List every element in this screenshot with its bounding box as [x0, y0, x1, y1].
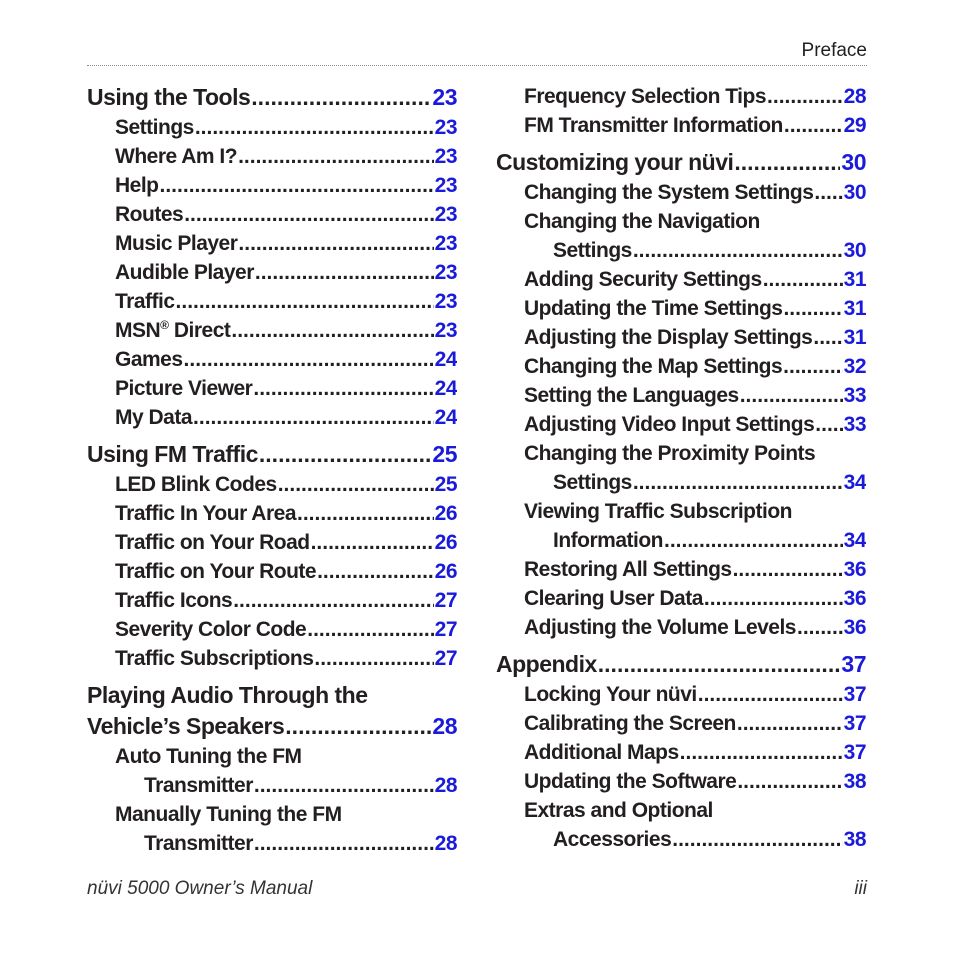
toc-page-link[interactable]: 30 [841, 149, 866, 175]
toc-entry-audible-player[interactable] [87, 258, 457, 287]
toc-entry-volume-levels[interactable] [496, 613, 866, 642]
toc-section-title: Appendix [496, 651, 597, 677]
section-gap [496, 140, 866, 147]
toc-entry-title-part: Direct [168, 319, 231, 342]
toc-entry-title: Accessories [553, 828, 672, 851]
toc-section-title: Playing Audio Through the [87, 682, 368, 708]
toc-entry-languages[interactable] [496, 381, 866, 410]
toc-page-link[interactable]: 37 [841, 651, 866, 677]
toc-page-link[interactable]: 36 [843, 587, 866, 610]
toc-entry-title: Traffic on Your Road [115, 531, 310, 554]
toc-entry-title: Routes [115, 203, 184, 226]
toc-page-link[interactable]: 24 [434, 348, 457, 371]
toc-entry-fm-transmitter-info[interactable] [496, 111, 866, 140]
toc-entry-title: Games [115, 348, 183, 371]
registered-mark: ® [160, 318, 169, 332]
toc-page-link[interactable]: 28 [843, 85, 866, 108]
toc-page-link[interactable]: 34 [843, 471, 866, 494]
toc-section-title: Vehicle’s Speakers [87, 713, 285, 739]
toc-entry-title: Changing the Navigation [524, 210, 760, 233]
toc-entry-title: Changing the Proximity Points [524, 442, 816, 465]
toc-section-playing-audio-line1[interactable] [87, 680, 457, 711]
toc-entry-traffic-subscription-line1[interactable] [496, 497, 866, 526]
toc-page-link[interactable]: 30 [843, 181, 866, 204]
toc-entry-title: Music Player [115, 232, 238, 255]
toc-page-link[interactable]: 28 [432, 713, 457, 739]
toc-entry-title: Audible Player [115, 261, 254, 284]
toc-entry-manual-tuning-line2[interactable] [87, 829, 457, 858]
toc-entry-title: Restoring All Settings [524, 558, 732, 581]
toc-entry-navigation-settings-line2[interactable] [496, 236, 866, 265]
toc-entry-title-part: MSN [115, 319, 161, 342]
toc-entry-extras-line1[interactable] [496, 796, 866, 825]
toc-entry-msn-direct[interactable] [87, 316, 457, 345]
leader-dots [797, 613, 843, 642]
toc-section-title: Using the Tools [87, 84, 251, 110]
leader-dots [231, 316, 433, 345]
toc-entry-title: Additional Maps [524, 741, 679, 764]
toc-page-link[interactable]: 27 [434, 618, 457, 641]
toc-entry-title: Where Am I? [115, 145, 238, 168]
leader-dots [680, 738, 843, 767]
toc-page-link[interactable]: 33 [843, 384, 866, 407]
leader-dots [285, 711, 431, 742]
toc-entry-proximity-points-line2[interactable] [496, 468, 866, 497]
toc-entry-where-am-i[interactable] [87, 142, 457, 171]
toc-page-link[interactable]: 23 [434, 232, 457, 255]
toc-entry-map-settings[interactable] [496, 352, 866, 381]
toc-entry-title: Picture Viewer [115, 377, 253, 400]
toc-entry-title: Viewing Traffic Subscription [524, 500, 792, 523]
leader-dots [278, 470, 434, 499]
leader-dots [815, 410, 842, 439]
leader-dots [664, 526, 843, 555]
toc-page-link[interactable]: 26 [434, 502, 457, 525]
leader-dots [783, 352, 842, 381]
leader-dots [784, 111, 843, 140]
toc-page-link[interactable]: 28 [434, 774, 457, 797]
toc-entry-title: Traffic In Your Area [115, 502, 296, 525]
toc-page-link[interactable]: 23 [434, 319, 457, 342]
toc-entry-title: Traffic on Your Route [115, 560, 317, 583]
toc-entry-title: Updating the Time Settings [524, 297, 783, 320]
toc-page-link[interactable]: 23 [434, 261, 457, 284]
leader-dots [195, 113, 434, 142]
toc-entry-title: Calibrating the Screen [524, 712, 736, 735]
toc-page-link[interactable]: 31 [843, 268, 866, 291]
toc-entry-title: Adjusting the Volume Levels [524, 616, 796, 639]
toc-page-link[interactable]: 25 [434, 473, 457, 496]
toc-entry-settings[interactable] [87, 113, 457, 142]
leader-dots [233, 586, 433, 615]
toc-entry-title: Clearing User Data [524, 587, 703, 610]
toc-page-link[interactable]: 37 [843, 683, 866, 706]
toc-entry-title: Settings [553, 239, 632, 262]
leader-dots [813, 323, 842, 352]
leader-dots [737, 767, 842, 796]
toc-page-link[interactable]: 31 [843, 297, 866, 320]
toc-entry-title: Setting the Languages [524, 384, 739, 407]
toc-page-link[interactable]: 34 [843, 529, 866, 552]
leader-dots [672, 825, 842, 854]
header-divider [87, 65, 867, 66]
toc-page-link[interactable]: 27 [434, 647, 457, 670]
toc-entry-title: Updating the Software [524, 770, 737, 793]
toc-page-link[interactable]: 37 [843, 712, 866, 735]
leader-dots [767, 82, 843, 111]
toc-page-link[interactable]: 38 [843, 828, 866, 851]
toc-entry-calibrating-screen[interactable] [496, 709, 866, 738]
section-gap [496, 642, 866, 649]
toc-entry-games[interactable] [87, 345, 457, 374]
footer-page-number: iii [854, 878, 867, 899]
toc-entry-title: Adjusting Video Input Settings [524, 413, 815, 436]
toc-page-link[interactable]: 23 [434, 290, 457, 313]
leader-dots [733, 555, 843, 584]
toc-page-link[interactable]: 28 [434, 832, 457, 855]
toc-page-link[interactable]: 24 [434, 377, 457, 400]
toc-page-link[interactable]: 26 [434, 531, 457, 554]
toc-entry-clearing-user-data[interactable] [496, 584, 866, 613]
toc-section-title: Customizing your nüvi [496, 149, 734, 175]
toc-entry-routes[interactable] [87, 200, 457, 229]
toc-entry-traffic-on-route[interactable] [87, 557, 457, 586]
toc-entry-system-settings[interactable] [496, 178, 866, 207]
toc-entry-title: Extras and Optional [524, 799, 713, 822]
toc-entry-title: Frequency Selection Tips [524, 85, 767, 108]
leader-dots [193, 403, 434, 432]
toc-column-left [87, 82, 457, 858]
toc-page-link[interactable]: 23 [434, 116, 457, 139]
toc-entry-video-input-settings[interactable] [496, 410, 866, 439]
toc-page-link[interactable]: 24 [434, 406, 457, 429]
leader-dots [176, 287, 434, 316]
toc-entry-title: Auto Tuning the FM [115, 745, 302, 768]
leader-dots [259, 439, 432, 470]
toc-page-link[interactable]: 31 [843, 326, 866, 349]
leader-dots [740, 381, 843, 410]
leader-dots [734, 147, 840, 178]
section-gap [87, 673, 457, 680]
toc-entry-extras-line2[interactable] [496, 825, 866, 854]
toc-entry-auto-tuning-line1[interactable] [87, 742, 457, 771]
toc-page-link[interactable]: 33 [843, 413, 866, 436]
toc-page-link[interactable]: 27 [434, 589, 457, 612]
toc-section-using-fm-traffic[interactable] [87, 439, 457, 470]
toc-entry-title: Manually Tuning the FM [115, 803, 342, 826]
toc-section-title: Using FM Traffic [87, 441, 258, 467]
toc-entry-title [115, 316, 230, 345]
leader-dots [783, 294, 842, 323]
toc-section-customizing[interactable] [496, 147, 866, 178]
toc-entry-traffic[interactable] [87, 287, 457, 316]
toc-page-link[interactable]: 30 [843, 239, 866, 262]
leader-dots [311, 528, 434, 557]
toc-entry-proximity-points-line1[interactable] [496, 439, 866, 468]
toc-page-link[interactable]: 23 [434, 145, 457, 168]
leader-dots [698, 680, 843, 709]
toc-entry-auto-tuning-line2[interactable] [87, 771, 457, 800]
toc-entry-title: Settings [553, 471, 632, 494]
toc-entry-title: Transmitter [144, 832, 253, 855]
toc-page-link[interactable]: 38 [843, 770, 866, 793]
toc-entry-my-data[interactable] [87, 403, 457, 432]
toc-page-link[interactable]: 23 [432, 84, 457, 110]
leader-dots [255, 258, 434, 287]
toc-entry-time-settings[interactable] [496, 294, 866, 323]
toc-entry-title: Changing the Map Settings [524, 355, 783, 378]
toc-entry-traffic-on-road[interactable] [87, 528, 457, 557]
leader-dots [184, 200, 433, 229]
toc-entry-navigation-settings-line1[interactable] [496, 207, 866, 236]
toc-entry-title: FM Transmitter Information [524, 114, 783, 137]
leader-dots [251, 82, 431, 113]
leader-dots [704, 584, 843, 613]
leader-dots [814, 178, 842, 207]
toc-entry-traffic-in-area[interactable] [87, 499, 457, 528]
toc-page-link[interactable]: 36 [843, 558, 866, 581]
toc-entry-display-settings[interactable] [496, 323, 866, 352]
toc-entry-traffic-subscriptions[interactable] [87, 644, 457, 673]
toc-entry-title: Traffic Subscriptions [115, 647, 314, 670]
toc-entry-title: Traffic [115, 290, 175, 313]
toc-entry-updating-software[interactable] [496, 767, 866, 796]
toc-entry-title: LED Blink Codes [115, 473, 277, 496]
toc-page-link[interactable]: 29 [843, 114, 866, 137]
toc-entry-locking-nuvi[interactable] [496, 680, 866, 709]
toc-column-right [496, 82, 866, 854]
toc-entry-severity-color-code[interactable] [87, 615, 457, 644]
toc-entry-led-blink-codes[interactable] [87, 470, 457, 499]
toc-entry-title: Help [115, 174, 159, 197]
toc-entry-restoring-settings[interactable] [496, 555, 866, 584]
toc-entry-title: Information [553, 529, 663, 552]
running-header: Preface [801, 40, 867, 61]
toc-entry-additional-maps[interactable] [496, 738, 866, 767]
leader-dots [633, 236, 843, 265]
toc-page-link[interactable]: 26 [434, 560, 457, 583]
toc-entry-title: Transmitter [144, 774, 253, 797]
leader-dots [307, 615, 433, 644]
toc-entry-title: Severity Color Code [115, 618, 307, 641]
toc-entry-title: Changing the System Settings [524, 181, 814, 204]
toc-entry-help[interactable] [87, 171, 457, 200]
leader-dots [633, 468, 843, 497]
section-gap [87, 432, 457, 439]
toc-entry-traffic-subscription-line2[interactable] [496, 526, 866, 555]
toc-page-link[interactable]: 37 [843, 741, 866, 764]
toc-page-link[interactable]: 25 [432, 441, 457, 467]
toc-entry-manual-tuning-line1[interactable] [87, 800, 457, 829]
leader-dots [737, 709, 843, 738]
toc-page-link[interactable]: 36 [843, 616, 866, 639]
toc-entry-title: Traffic Icons [115, 589, 233, 612]
leader-dots [253, 374, 433, 403]
leader-dots [598, 649, 841, 680]
toc-section-appendix[interactable] [496, 649, 866, 680]
toc-page-link[interactable]: 23 [434, 203, 457, 226]
leader-dots [763, 265, 843, 294]
leader-dots [160, 171, 434, 200]
toc-entry-title: My Data [115, 406, 193, 429]
toc-entry-title: Adding Security Settings [524, 268, 762, 291]
toc-entry-picture-viewer[interactable] [87, 374, 457, 403]
leader-dots [314, 644, 433, 673]
leader-dots [254, 829, 434, 858]
leader-dots [254, 771, 434, 800]
toc-page-link[interactable]: 32 [843, 355, 866, 378]
toc-entry-title: Locking Your nüvi [524, 683, 697, 706]
leader-dots [297, 499, 434, 528]
toc-entry-security-settings[interactable] [496, 265, 866, 294]
toc-page-link[interactable]: 23 [434, 174, 457, 197]
toc-section-using-tools[interactable] [87, 82, 457, 113]
toc-entry-title: Settings [115, 116, 194, 139]
toc-entry-traffic-icons[interactable] [87, 586, 457, 615]
leader-dots [317, 557, 434, 586]
toc-entry-music-player[interactable] [87, 229, 457, 258]
leader-dots [184, 345, 434, 374]
footer-manual-title: nüvi 5000 Owner’s Manual [87, 878, 313, 899]
leader-dots [238, 142, 434, 171]
leader-dots [238, 229, 433, 258]
toc-entry-frequency-tips[interactable] [496, 82, 866, 111]
toc-section-playing-audio-line2[interactable] [87, 711, 457, 742]
toc-entry-title: Adjusting the Display Settings [524, 326, 813, 349]
